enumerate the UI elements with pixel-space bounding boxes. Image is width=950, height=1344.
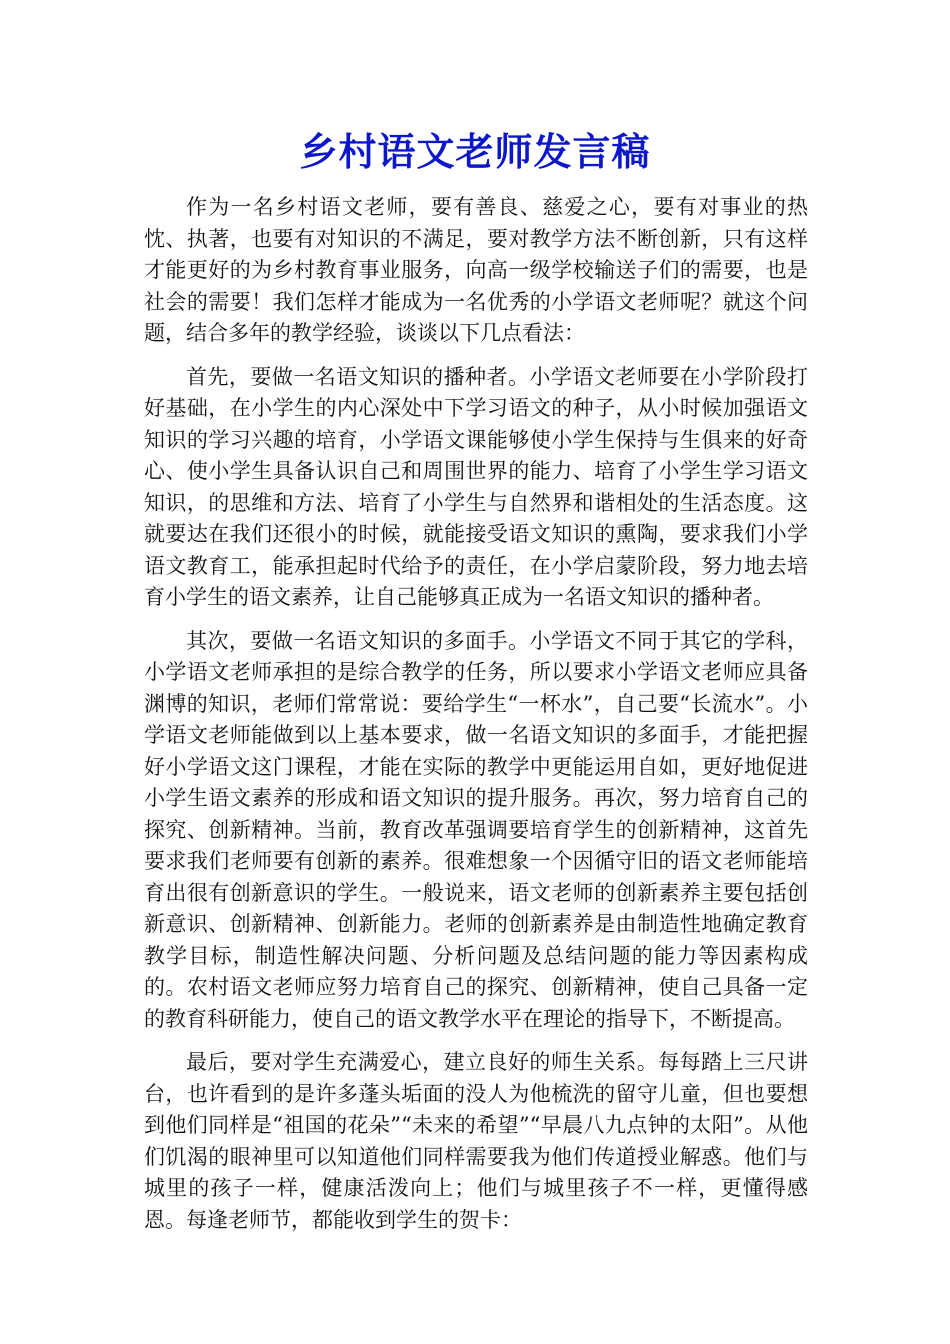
paragraph-second-point: 其次，要做一名语文知识的多面手。小学语文不同于其它的学科，小学语文老师承担的是综合教学的任务，所以要求小学语文老师应具备渊博的知识，老师们常常说：要给学生“一杯水”，自己要“长流水”。小学语文老师能做到以上基本要求，做一名语文知识的多面手，才能把握好小学语文这门课程，才能在实际的教学中更能运用自如，更好地促进小学生语文素养的形成和语文知识的提升服务。再次，努力培育自己的探究、创新精神。当前，教育改革强调要培育学生的创新精神，这首先要求我们老师要有创新的素养。很难想象一个因循守旧的语文老师能培育出很有创新意识的学生。一般说来，语文老师的创新素养主要包括创新意识、创新精神、创新能力。老师的创新素养是由制造性地确定教育教学目标，制造性解决问题、分析问题及总结问题的能力等因素构成的。农村语文老师应努力培育自己的探究、创新精神，使自己具备一定的教育科研能力，使自己的语文教学水平在理论的指导下，不断提高。 <box>144 628 808 1031</box>
paragraph-intro: 作为一名乡村语文老师，要有善良、慈爱之心，要有对事业的热忱、执著，也要有对知识的不满足，要对教学方法不断创新，只有这样才能更好的为乡村教育事业服务，向高一级学校输送子们的需要，也是社会的需要！我们怎样才能成为一名优秀的小学语文老师呢？就这个问题，结合多年的教学经验，谈谈以下几点看法： <box>144 195 808 345</box>
document-body <box>144 192 808 1248</box>
document-title: 乡村语文老师发言稿 <box>299 129 651 174</box>
paragraph-first-point: 首先，要做一名语文知识的播种者。小学语文老师要在小学阶段打好基础，在小学生的内心深处中下学习语文的种子，从小时候加强语文知识的学习兴趣的培育，小学语文课能够使小学生保持与生俱来的好奇心、使小学生具备认识自己和周围世界的能力、培育了小学生学习语文知识，的思维和方法、培育了小学生与自然界和谐相处的生活态度。这就要达在我们还很小的时候，就能接受语文知识的熏陶，要求我们小学语文教育工，能承担起时代给予的责任，在小学启蒙阶段，努力地去培育小学生的语文素养，让自己能够真正成为一名语文知识的播种者。 <box>144 364 808 609</box>
paragraph-last-point: 最后，要对学生充满爱心，建立良好的师生关系。每每踏上三尺讲台，也许看到的是许多蓬头垢面的没人为他梳洗的留守儿童，但也要想到他们同样是“祖国的花朵”“未来的希望”“早晨八九点钟的太阳”。从他们饥渴的眼神里可以知道他们同样需要我为他们传道授业解惑。他们与城里的孩子一样，健康活泼向上；他们与城里孩子不一样，更懂得感恩。每逢老师节，都能收到学生的贺卡： <box>144 1050 808 1232</box>
